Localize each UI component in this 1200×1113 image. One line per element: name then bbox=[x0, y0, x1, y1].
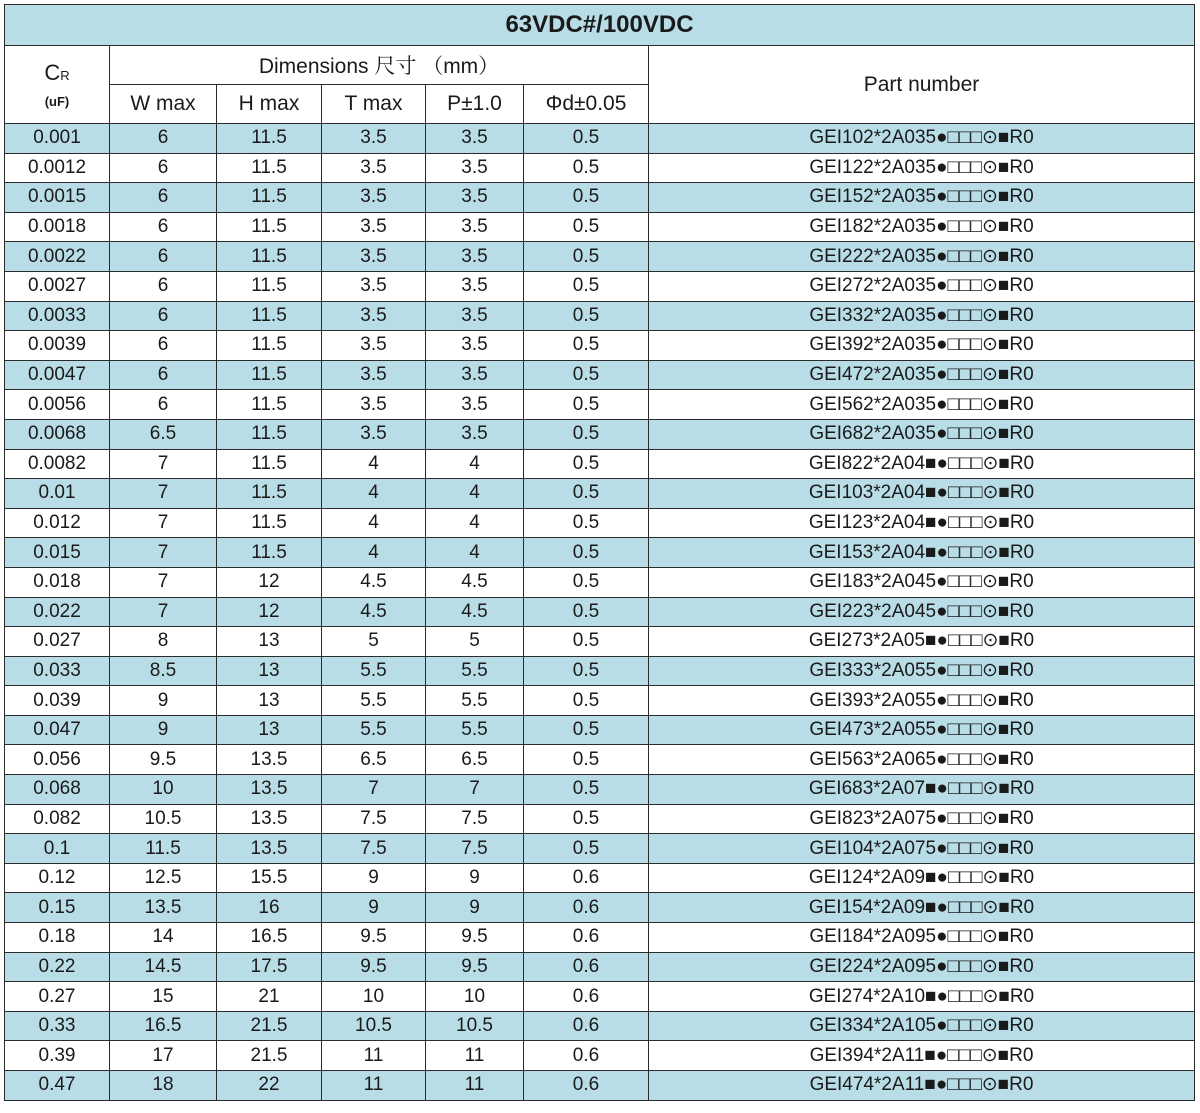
cell-lead-diameter: 0.5 bbox=[524, 331, 649, 361]
cell-h-max: 11.5 bbox=[217, 508, 322, 538]
cell-w-max: 14 bbox=[110, 923, 217, 953]
cell-pitch: 3.5 bbox=[426, 242, 524, 272]
capacitor-spec-table bbox=[4, 4, 1195, 1101]
cell-t-max: 9.5 bbox=[322, 923, 426, 953]
cell-h-max: 13 bbox=[217, 715, 322, 745]
cell-capacitance: 0.0039 bbox=[5, 331, 110, 361]
cell-pitch: 4 bbox=[426, 479, 524, 509]
table-row bbox=[5, 686, 1195, 716]
cell-capacitance: 0.047 bbox=[5, 715, 110, 745]
cell-pitch: 3.5 bbox=[426, 183, 524, 213]
cell-lead-diameter: 0.5 bbox=[524, 449, 649, 479]
header-capacitance bbox=[5, 46, 110, 124]
cell-lead-diameter: 0.5 bbox=[524, 538, 649, 568]
cell-t-max: 3.5 bbox=[322, 331, 426, 361]
cell-w-max: 9.5 bbox=[110, 745, 217, 775]
cell-part-number: GEI223*2A045●□□□⊙■R0 bbox=[649, 597, 1195, 627]
table-row bbox=[5, 331, 1195, 361]
cell-lead-diameter: 0.6 bbox=[524, 982, 649, 1012]
header-w-max: W max bbox=[110, 85, 217, 124]
cell-h-max: 11.5 bbox=[217, 242, 322, 272]
cell-lead-diameter: 0.5 bbox=[524, 242, 649, 272]
cell-lead-diameter: 0.5 bbox=[524, 656, 649, 686]
table-row bbox=[5, 1011, 1195, 1041]
cell-pitch: 7.5 bbox=[426, 804, 524, 834]
cell-lead-diameter: 0.5 bbox=[524, 419, 649, 449]
cell-t-max: 7 bbox=[322, 775, 426, 805]
cell-h-max: 11.5 bbox=[217, 419, 322, 449]
cell-w-max: 7 bbox=[110, 538, 217, 568]
table-row bbox=[5, 183, 1195, 213]
cell-pitch: 3.5 bbox=[426, 153, 524, 183]
cell-lead-diameter: 0.5 bbox=[524, 686, 649, 716]
table-row bbox=[5, 124, 1195, 154]
cell-h-max: 11.5 bbox=[217, 271, 322, 301]
cell-pitch: 3.5 bbox=[426, 212, 524, 242]
cell-part-number: GEI124*2A09■●□□□⊙■R0 bbox=[649, 863, 1195, 893]
cell-w-max: 6 bbox=[110, 242, 217, 272]
cell-w-max: 7 bbox=[110, 479, 217, 509]
cell-part-number: GEI474*2A11■●□□□⊙■R0 bbox=[649, 1071, 1195, 1101]
cell-pitch: 5.5 bbox=[426, 686, 524, 716]
table-row bbox=[5, 656, 1195, 686]
cell-lead-diameter: 0.5 bbox=[524, 597, 649, 627]
header-part-number: Part number bbox=[649, 46, 1195, 124]
cell-capacitance: 0.033 bbox=[5, 656, 110, 686]
cell-pitch: 7.5 bbox=[426, 834, 524, 864]
cell-lead-diameter: 0.5 bbox=[524, 301, 649, 331]
cell-h-max: 13 bbox=[217, 627, 322, 657]
cell-pitch: 3.5 bbox=[426, 331, 524, 361]
cell-t-max: 4 bbox=[322, 449, 426, 479]
cell-capacitance: 0.018 bbox=[5, 567, 110, 597]
cell-pitch: 3.5 bbox=[426, 301, 524, 331]
cell-pitch: 9.5 bbox=[426, 923, 524, 953]
cell-pitch: 9 bbox=[426, 893, 524, 923]
cell-pitch: 11 bbox=[426, 1071, 524, 1101]
cell-h-max: 13.5 bbox=[217, 804, 322, 834]
cell-w-max: 6 bbox=[110, 124, 217, 154]
cell-lead-diameter: 0.5 bbox=[524, 834, 649, 864]
cell-pitch: 3.5 bbox=[426, 360, 524, 390]
cell-w-max: 15 bbox=[110, 982, 217, 1012]
cell-part-number: GEI273*2A05■●□□□⊙■R0 bbox=[649, 627, 1195, 657]
cell-lead-diameter: 0.6 bbox=[524, 863, 649, 893]
cell-h-max: 22 bbox=[217, 1071, 322, 1101]
cell-h-max: 11.5 bbox=[217, 449, 322, 479]
header-dimensions: Dimensions 尺寸 （mm） bbox=[110, 46, 649, 85]
cell-pitch: 3.5 bbox=[426, 419, 524, 449]
cell-t-max: 7.5 bbox=[322, 804, 426, 834]
table-row bbox=[5, 301, 1195, 331]
cell-t-max: 3.5 bbox=[322, 153, 426, 183]
cell-t-max: 3.5 bbox=[322, 419, 426, 449]
cell-t-max: 11 bbox=[322, 1041, 426, 1071]
cell-h-max: 11.5 bbox=[217, 331, 322, 361]
cell-w-max: 6 bbox=[110, 212, 217, 242]
cell-capacitance: 0.39 bbox=[5, 1041, 110, 1071]
cell-h-max: 13 bbox=[217, 656, 322, 686]
table-row bbox=[5, 242, 1195, 272]
cell-part-number: GEI823*2A075●□□□⊙■R0 bbox=[649, 804, 1195, 834]
cell-t-max: 5.5 bbox=[322, 686, 426, 716]
table-row bbox=[5, 627, 1195, 657]
cell-capacitance: 0.012 bbox=[5, 508, 110, 538]
cell-part-number: GEI472*2A035●□□□⊙■R0 bbox=[649, 360, 1195, 390]
table-title: 63VDC#/100VDC bbox=[5, 5, 1195, 46]
header-h-max: H max bbox=[217, 85, 322, 124]
cell-capacitance: 0.056 bbox=[5, 745, 110, 775]
table-row bbox=[5, 419, 1195, 449]
cell-pitch: 4.5 bbox=[426, 567, 524, 597]
cell-part-number: GEI562*2A035●□□□⊙■R0 bbox=[649, 390, 1195, 420]
cell-t-max: 10 bbox=[322, 982, 426, 1012]
table-row bbox=[5, 212, 1195, 242]
cell-h-max: 11.5 bbox=[217, 538, 322, 568]
cell-part-number: GEI102*2A035●□□□⊙■R0 bbox=[649, 124, 1195, 154]
cell-w-max: 6 bbox=[110, 390, 217, 420]
table-row bbox=[5, 567, 1195, 597]
cell-t-max: 3.5 bbox=[322, 124, 426, 154]
cell-h-max: 11.5 bbox=[217, 390, 322, 420]
cell-h-max: 11.5 bbox=[217, 212, 322, 242]
cell-capacitance: 0.27 bbox=[5, 982, 110, 1012]
table-row bbox=[5, 834, 1195, 864]
cell-part-number: GEI332*2A035●□□□⊙■R0 bbox=[649, 301, 1195, 331]
header-lead-diameter: Φd±0.05 bbox=[524, 85, 649, 124]
cell-capacitance: 0.068 bbox=[5, 775, 110, 805]
cell-w-max: 12.5 bbox=[110, 863, 217, 893]
cell-w-max: 8.5 bbox=[110, 656, 217, 686]
cell-h-max: 11.5 bbox=[217, 183, 322, 213]
cell-w-max: 7 bbox=[110, 567, 217, 597]
cell-part-number: GEI152*2A035●□□□⊙■R0 bbox=[649, 183, 1195, 213]
cell-part-number: GEI182*2A035●□□□⊙■R0 bbox=[649, 212, 1195, 242]
cell-capacitance: 0.082 bbox=[5, 804, 110, 834]
table-row bbox=[5, 982, 1195, 1012]
cell-w-max: 18 bbox=[110, 1071, 217, 1101]
cell-h-max: 21.5 bbox=[217, 1041, 322, 1071]
cell-t-max: 10.5 bbox=[322, 1011, 426, 1041]
cell-h-max: 17.5 bbox=[217, 952, 322, 982]
cell-capacitance: 0.22 bbox=[5, 952, 110, 982]
cell-pitch: 4 bbox=[426, 538, 524, 568]
cell-h-max: 11.5 bbox=[217, 153, 322, 183]
table-row bbox=[5, 538, 1195, 568]
cell-w-max: 6.5 bbox=[110, 419, 217, 449]
table-row bbox=[5, 390, 1195, 420]
table-row bbox=[5, 271, 1195, 301]
cell-lead-diameter: 0.5 bbox=[524, 804, 649, 834]
cell-part-number: GEI682*2A035●□□□⊙■R0 bbox=[649, 419, 1195, 449]
cell-capacitance: 0.027 bbox=[5, 627, 110, 657]
cell-capacitance: 0.015 bbox=[5, 538, 110, 568]
cell-t-max: 6.5 bbox=[322, 745, 426, 775]
table-row bbox=[5, 893, 1195, 923]
cell-lead-diameter: 0.5 bbox=[524, 567, 649, 597]
cell-t-max: 9 bbox=[322, 863, 426, 893]
cell-lead-diameter: 0.6 bbox=[524, 893, 649, 923]
cell-pitch: 10.5 bbox=[426, 1011, 524, 1041]
cell-t-max: 4 bbox=[322, 538, 426, 568]
cell-lead-diameter: 0.5 bbox=[524, 479, 649, 509]
cell-lead-diameter: 0.5 bbox=[524, 153, 649, 183]
cell-lead-diameter: 0.5 bbox=[524, 715, 649, 745]
cell-h-max: 13.5 bbox=[217, 834, 322, 864]
cell-lead-diameter: 0.6 bbox=[524, 1071, 649, 1101]
cell-part-number: GEI274*2A10■●□□□⊙■R0 bbox=[649, 982, 1195, 1012]
cell-pitch: 3.5 bbox=[426, 271, 524, 301]
cell-capacitance: 0.0047 bbox=[5, 360, 110, 390]
header-cr-sub: R bbox=[60, 68, 70, 83]
cell-part-number: GEI123*2A04■●□□□⊙■R0 bbox=[649, 508, 1195, 538]
cell-pitch: 4 bbox=[426, 449, 524, 479]
cell-h-max: 13.5 bbox=[217, 775, 322, 805]
header-pitch: P±1.0 bbox=[426, 85, 524, 124]
cell-part-number: GEI272*2A035●□□□⊙■R0 bbox=[649, 271, 1195, 301]
table-row bbox=[5, 479, 1195, 509]
cell-w-max: 10.5 bbox=[110, 804, 217, 834]
cell-pitch: 4.5 bbox=[426, 597, 524, 627]
cell-h-max: 12 bbox=[217, 597, 322, 627]
cell-t-max: 4 bbox=[322, 508, 426, 538]
table-row bbox=[5, 952, 1195, 982]
cell-t-max: 4.5 bbox=[322, 597, 426, 627]
cell-w-max: 8 bbox=[110, 627, 217, 657]
cell-part-number: GEI154*2A09■●□□□⊙■R0 bbox=[649, 893, 1195, 923]
cell-t-max: 9.5 bbox=[322, 952, 426, 982]
cell-pitch: 3.5 bbox=[426, 390, 524, 420]
cell-w-max: 6 bbox=[110, 331, 217, 361]
cell-t-max: 3.5 bbox=[322, 360, 426, 390]
cell-pitch: 3.5 bbox=[426, 124, 524, 154]
cell-t-max: 4 bbox=[322, 479, 426, 509]
cell-pitch: 7 bbox=[426, 775, 524, 805]
cell-pitch: 5.5 bbox=[426, 656, 524, 686]
cell-h-max: 13.5 bbox=[217, 745, 322, 775]
cell-h-max: 21 bbox=[217, 982, 322, 1012]
cell-part-number: GEI333*2A055●□□□⊙■R0 bbox=[649, 656, 1195, 686]
table-row bbox=[5, 153, 1195, 183]
cell-part-number: GEI334*2A105●□□□⊙■R0 bbox=[649, 1011, 1195, 1041]
cell-h-max: 11.5 bbox=[217, 124, 322, 154]
cell-part-number: GEI394*2A11■●□□□⊙■R0 bbox=[649, 1041, 1195, 1071]
table-row bbox=[5, 1041, 1195, 1071]
table-row bbox=[5, 775, 1195, 805]
cell-lead-diameter: 0.5 bbox=[524, 183, 649, 213]
cell-t-max: 11 bbox=[322, 1071, 426, 1101]
cell-w-max: 7 bbox=[110, 597, 217, 627]
cell-part-number: GEI392*2A035●□□□⊙■R0 bbox=[649, 331, 1195, 361]
table-row bbox=[5, 597, 1195, 627]
cell-w-max: 9 bbox=[110, 715, 217, 745]
cell-capacitance: 0.1 bbox=[5, 834, 110, 864]
cell-capacitance: 0.0068 bbox=[5, 419, 110, 449]
cell-h-max: 16 bbox=[217, 893, 322, 923]
cell-w-max: 9 bbox=[110, 686, 217, 716]
cell-pitch: 6.5 bbox=[426, 745, 524, 775]
cell-capacitance: 0.01 bbox=[5, 479, 110, 509]
table-row bbox=[5, 923, 1195, 953]
cell-lead-diameter: 0.6 bbox=[524, 923, 649, 953]
cell-t-max: 3.5 bbox=[322, 242, 426, 272]
cell-w-max: 7 bbox=[110, 508, 217, 538]
header-t-max: T max bbox=[322, 85, 426, 124]
cell-t-max: 3.5 bbox=[322, 183, 426, 213]
cell-lead-diameter: 0.5 bbox=[524, 124, 649, 154]
cell-part-number: GEI183*2A045●□□□⊙■R0 bbox=[649, 567, 1195, 597]
cell-part-number: GEI104*2A075●□□□⊙■R0 bbox=[649, 834, 1195, 864]
cell-capacitance: 0.0015 bbox=[5, 183, 110, 213]
cell-t-max: 5.5 bbox=[322, 656, 426, 686]
table-row bbox=[5, 715, 1195, 745]
cell-w-max: 7 bbox=[110, 449, 217, 479]
cell-t-max: 7.5 bbox=[322, 834, 426, 864]
cell-t-max: 5.5 bbox=[322, 715, 426, 745]
cell-pitch: 10 bbox=[426, 982, 524, 1012]
cell-w-max: 11.5 bbox=[110, 834, 217, 864]
cell-w-max: 17 bbox=[110, 1041, 217, 1071]
cell-pitch: 5 bbox=[426, 627, 524, 657]
table-row bbox=[5, 1071, 1195, 1101]
cell-part-number: GEI683*2A07■●□□□⊙■R0 bbox=[649, 775, 1195, 805]
spec-table-container bbox=[4, 4, 1194, 1101]
cell-t-max: 4.5 bbox=[322, 567, 426, 597]
cell-w-max: 6 bbox=[110, 271, 217, 301]
cell-capacitance: 0.15 bbox=[5, 893, 110, 923]
cell-part-number: GEI153*2A04■●□□□⊙■R0 bbox=[649, 538, 1195, 568]
cell-capacitance: 0.001 bbox=[5, 124, 110, 154]
table-row bbox=[5, 863, 1195, 893]
cell-h-max: 12 bbox=[217, 567, 322, 597]
cell-part-number: GEI222*2A035●□□□⊙■R0 bbox=[649, 242, 1195, 272]
cell-lead-diameter: 0.6 bbox=[524, 952, 649, 982]
cell-w-max: 14.5 bbox=[110, 952, 217, 982]
cell-capacitance: 0.039 bbox=[5, 686, 110, 716]
cell-h-max: 13 bbox=[217, 686, 322, 716]
cell-w-max: 6 bbox=[110, 301, 217, 331]
cell-lead-diameter: 0.6 bbox=[524, 1041, 649, 1071]
cell-h-max: 21.5 bbox=[217, 1011, 322, 1041]
cell-w-max: 6 bbox=[110, 360, 217, 390]
cell-capacitance: 0.0082 bbox=[5, 449, 110, 479]
cell-capacitance: 0.12 bbox=[5, 863, 110, 893]
cell-part-number: GEI473*2A055●□□□⊙■R0 bbox=[649, 715, 1195, 745]
cell-lead-diameter: 0.5 bbox=[524, 508, 649, 538]
cell-pitch: 4 bbox=[426, 508, 524, 538]
cell-capacitance: 0.33 bbox=[5, 1011, 110, 1041]
table-row bbox=[5, 360, 1195, 390]
cell-capacitance: 0.18 bbox=[5, 923, 110, 953]
cell-h-max: 15.5 bbox=[217, 863, 322, 893]
cell-w-max: 10 bbox=[110, 775, 217, 805]
cell-part-number: GEI563*2A065●□□□⊙■R0 bbox=[649, 745, 1195, 775]
cell-capacitance: 0.0056 bbox=[5, 390, 110, 420]
cell-capacitance: 0.47 bbox=[5, 1071, 110, 1101]
cell-lead-diameter: 0.5 bbox=[524, 271, 649, 301]
cell-w-max: 6 bbox=[110, 153, 217, 183]
cell-t-max: 9 bbox=[322, 893, 426, 923]
cell-part-number: GEI103*2A04■●□□□⊙■R0 bbox=[649, 479, 1195, 509]
cell-t-max: 5 bbox=[322, 627, 426, 657]
cell-capacitance: 0.0027 bbox=[5, 271, 110, 301]
cell-capacitance: 0.0018 bbox=[5, 212, 110, 242]
cell-capacitance: 0.022 bbox=[5, 597, 110, 627]
cell-w-max: 6 bbox=[110, 183, 217, 213]
cell-part-number: GEI822*2A04■●□□□⊙■R0 bbox=[649, 449, 1195, 479]
table-row bbox=[5, 745, 1195, 775]
cell-w-max: 13.5 bbox=[110, 893, 217, 923]
cell-h-max: 11.5 bbox=[217, 479, 322, 509]
cell-capacitance: 0.0012 bbox=[5, 153, 110, 183]
cell-capacitance: 0.0033 bbox=[5, 301, 110, 331]
header-cr-main: C bbox=[44, 60, 61, 85]
cell-lead-diameter: 0.5 bbox=[524, 390, 649, 420]
cell-w-max: 16.5 bbox=[110, 1011, 217, 1041]
cell-h-max: 11.5 bbox=[217, 301, 322, 331]
table-body bbox=[5, 124, 1195, 1101]
table-row bbox=[5, 804, 1195, 834]
table-row bbox=[5, 508, 1195, 538]
cell-pitch: 11 bbox=[426, 1041, 524, 1071]
cell-lead-diameter: 0.5 bbox=[524, 360, 649, 390]
cell-part-number: GEI122*2A035●□□□⊙■R0 bbox=[649, 153, 1195, 183]
cell-part-number: GEI224*2A095●□□□⊙■R0 bbox=[649, 952, 1195, 982]
cell-pitch: 5.5 bbox=[426, 715, 524, 745]
header-cr-unit: (uF) bbox=[44, 94, 70, 109]
cell-part-number: GEI393*2A055●□□□⊙■R0 bbox=[649, 686, 1195, 716]
cell-lead-diameter: 0.5 bbox=[524, 212, 649, 242]
cell-capacitance: 0.0022 bbox=[5, 242, 110, 272]
cell-t-max: 3.5 bbox=[322, 301, 426, 331]
cell-t-max: 3.5 bbox=[322, 271, 426, 301]
cell-lead-diameter: 0.5 bbox=[524, 775, 649, 805]
cell-lead-diameter: 0.5 bbox=[524, 745, 649, 775]
table-row bbox=[5, 449, 1195, 479]
cell-part-number: GEI184*2A095●□□□⊙■R0 bbox=[649, 923, 1195, 953]
cell-lead-diameter: 0.6 bbox=[524, 1011, 649, 1041]
cell-pitch: 9.5 bbox=[426, 952, 524, 982]
cell-t-max: 3.5 bbox=[322, 390, 426, 420]
cell-lead-diameter: 0.5 bbox=[524, 627, 649, 657]
cell-h-max: 11.5 bbox=[217, 360, 322, 390]
cell-pitch: 9 bbox=[426, 863, 524, 893]
cell-h-max: 16.5 bbox=[217, 923, 322, 953]
cell-t-max: 3.5 bbox=[322, 212, 426, 242]
